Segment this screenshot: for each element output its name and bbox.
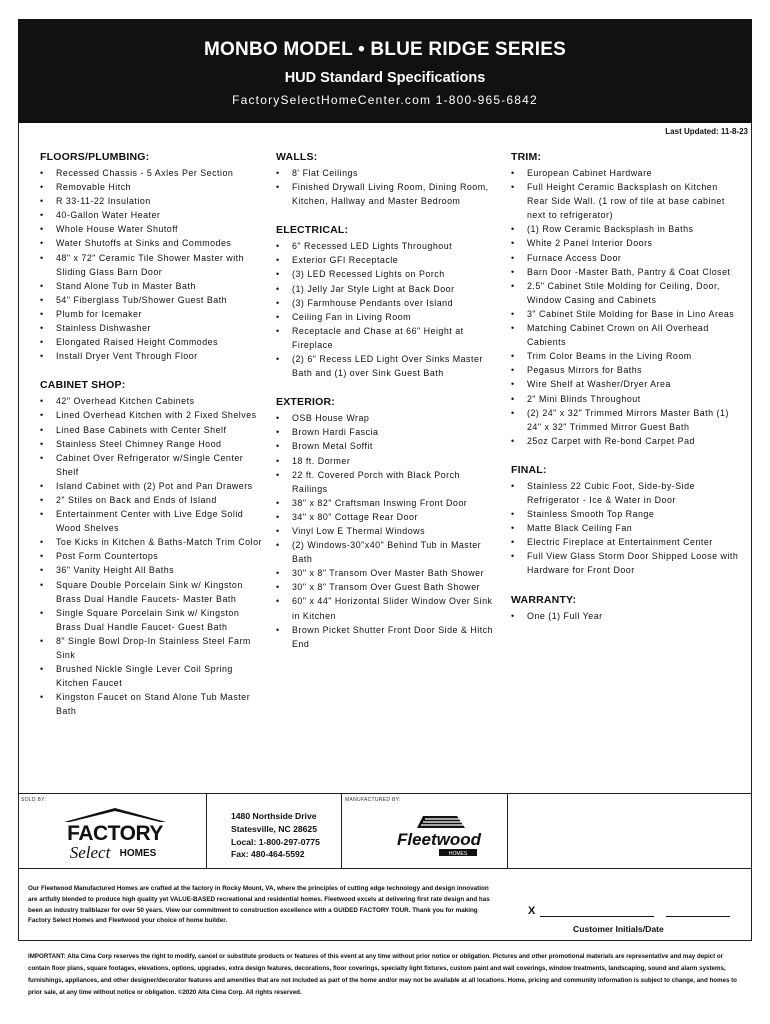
spec-item: • (3) LED Recessed Lights on Porch xyxy=(276,267,496,281)
spec-item: • 2.5" Cabinet Stile Molding for Ceiling, Door, Window Casing and Cabinets xyxy=(511,279,741,307)
spec-item: • Stainless Smooth Top Range xyxy=(511,507,741,521)
logo-fleetwood-sub: HOMES xyxy=(448,851,468,857)
document-subtitle: HUD Standard Specifications xyxy=(284,70,486,86)
spec-item: • Square Double Porcelain Sink w/ Kingston Brass Dual Handle Faucets- Master Bath xyxy=(40,578,265,606)
column-middle xyxy=(276,151,496,651)
spec-item: • 38" x 82" Craftsman Inswing Front Door xyxy=(276,496,496,510)
spec-item: • 18 ft. Dormer xyxy=(276,454,496,468)
walls-list xyxy=(276,166,496,208)
exterior-list xyxy=(276,411,496,651)
disclaimer xyxy=(28,951,744,999)
spec-item: • (1) Row Ceramic Backsplash in Baths xyxy=(511,222,741,236)
cabinet-list xyxy=(40,394,265,718)
spec-item: • Stainless Dishwasher xyxy=(40,321,265,335)
logo-select-text: Select xyxy=(69,843,111,862)
electrical-list xyxy=(276,239,496,380)
spec-item: • 42" Overhead Kitchen Cabinets xyxy=(40,394,265,408)
spec-item: • 8" Single Bowl Drop-In Stainless Steel Farm Sink xyxy=(40,634,265,662)
section-title-walls: WALLS: xyxy=(276,151,318,163)
trim-list xyxy=(511,166,741,448)
spec-item: • Install Dryer Vent Through Floor xyxy=(40,349,265,363)
signature-x: X xyxy=(528,905,536,917)
spec-item: • Removable Hitch xyxy=(40,180,265,194)
spec-item: • Pegasus Mirrors for Baths xyxy=(511,363,741,377)
spec-item: • Water Shutoffs at Sinks and Commodes xyxy=(40,236,265,250)
section-title-cabinet: CABINET SHOP: xyxy=(40,379,126,392)
fleetwood-logo xyxy=(395,812,485,860)
spec-item: • Furnace Access Door xyxy=(511,251,741,265)
spec-item: • (2) 24" x 32" Trimmed Mirrors Master Bath (1) 24" x 32" Trimmed Mirror Guest Bath xyxy=(511,406,741,434)
spec-item: • 25oz Carpet with Re-bond Carpet Pad xyxy=(511,434,741,448)
address-street: 1480 Northside Drive xyxy=(231,811,317,821)
spec-item: • Single Square Porcelain Sink w/ Kingston Brass Dual Handle Faucet- Guest Bath xyxy=(40,606,265,634)
spec-item: • 22 ft. Covered Porch with Black Porch Railings xyxy=(276,468,496,496)
spec-item: • Elongated Raised Height Commodes xyxy=(40,335,265,349)
spec-item: • R 33-11-22 Insulation xyxy=(40,194,265,208)
address-local-phone: Local: 1-800-297-0775 xyxy=(231,836,320,847)
spec-item: • Electric Fireplace at Entertainment Center xyxy=(511,535,741,549)
spec-item: • Post Form Countertops xyxy=(40,549,265,563)
spec-item: • 30" x 8" Transom Over Guest Bath Shower xyxy=(276,580,496,594)
column-left xyxy=(40,151,265,718)
spec-item: • Trim Color Beams in the Living Room xyxy=(511,349,741,363)
spec-item: • Stainless Steel Chimney Range Hood xyxy=(40,437,265,451)
spec-item: • Brushed Nickle Single Lever Coil Spring Kitchen Faucet xyxy=(40,662,265,690)
spec-item: • Recessed Chassis - 5 Axles Per Section xyxy=(40,166,265,180)
spec-item: • Ceiling Fan in Living Room xyxy=(276,310,496,324)
spec-item: • (3) Farmhouse Pendants over Island xyxy=(276,296,496,310)
spec-item: • Island Cabinet with (2) Pot and Pan Drawers xyxy=(40,479,265,493)
spec-item: • OSB House Wrap xyxy=(276,411,496,425)
spec-item: • Brown Metal Soffit xyxy=(276,439,496,453)
spec-item: • Kingston Faucet on Stand Alone Tub Master Bath xyxy=(40,690,265,718)
manufactured-by-label: MANUFACTURED BY: xyxy=(345,797,401,803)
spec-item: • Vinyl Low E Thermal Windows xyxy=(276,524,496,538)
spec-item: • Matte Black Ceiling Fan xyxy=(511,521,741,535)
spec-item: • (2) Windows-30"x40" Behind Tub in Master Bath xyxy=(276,538,496,566)
spec-item: • Finished Drywall Living Room, Dining Room, Kitchen, Hallway and Master Bedroom xyxy=(276,180,496,208)
spec-item: • Stainless 22 Cubic Foot, Side-by-Side Refrigerator - Ice & Water in Door xyxy=(511,479,741,507)
spec-item: • White 2 Panel Interior Doors xyxy=(511,236,741,250)
section-title-electrical: ELECTRICAL: xyxy=(276,224,349,237)
dealer-address xyxy=(231,810,320,861)
final-list xyxy=(511,479,741,578)
logo-fleetwood-text: Fleetwood xyxy=(396,830,482,849)
spec-item: • (2) 6" Recess LED Light Over Sinks Master Bath and (1) over Sink Guest Bath xyxy=(276,352,496,380)
contact-line: FactorySelectHomeCenter.com 1-800-965-6842 xyxy=(232,93,538,107)
divider-left xyxy=(206,793,207,868)
section-title-exterior: EXTERIOR: xyxy=(276,396,335,409)
spec-item: • 36" Vanity Height All Baths xyxy=(40,563,265,577)
spec-item: • Lined Base Cabinets with Center Shelf xyxy=(40,423,265,437)
spec-item: • 2" Mini Blinds Throughout xyxy=(511,392,741,406)
spec-item: • One (1) Full Year xyxy=(511,609,741,623)
header-banner xyxy=(18,19,752,123)
date-line[interactable] xyxy=(666,916,730,917)
section-title-trim: TRIM: xyxy=(511,151,542,163)
spec-item: • 48" x 72" Ceramic Tile Shower Master with Sliding Glass Barn Door xyxy=(40,251,265,279)
about-text: Our Fleetwood Manufactured Homes are crafted at the factory in Rocky Mount, VA, where the principles of cutting edge technology and design innovation are artfully blended to produce high quality yet VALUE-BASED recreational and residential homes. Fleetwood excels at delivering first rate design and has been an industry trailblazer for over 50 years. View our commitment to construction excellence with a GUIDED FACTORY TOUR. Thank you for making Factory Select Homes and Fleetwood your choice of home builder. xyxy=(28,885,490,925)
spec-item: • Brown Picket Shutter Front Door Side & Hitch End xyxy=(276,623,496,651)
spec-item: • (1) Jelly Jar Style Light at Back Door xyxy=(276,282,496,296)
spec-item: • Wire Shelf at Washer/Dryer Area xyxy=(511,377,741,391)
spec-item: • 2" Stiles on Back and Ends of Island xyxy=(40,493,265,507)
spec-item: • Cabinet Over Refrigerator w/Single Center Shelf xyxy=(40,451,265,479)
spec-item: • Full View Glass Storm Door Shipped Loose with Hardware for Front Door xyxy=(511,549,741,577)
signature-caption: Customer Initials/Date xyxy=(573,924,664,934)
spec-item: • Matching Cabinet Crown on All Overhead Cabients xyxy=(511,321,741,349)
document-title: MONBO MODEL • BLUE RIDGE SERIES xyxy=(204,39,566,60)
spec-item: • 30" x 8" Transom Over Master Bath Shower xyxy=(276,566,496,580)
address-city: Statesville, NC 28625 xyxy=(231,823,317,834)
spec-item: • Exterior GFI Receptacle xyxy=(276,253,496,267)
spec-item: • 3" Cabinet Stile Molding for Base in Lino Areas xyxy=(511,307,741,321)
spec-item: • 6" Recessed LED Lights Throughout xyxy=(276,239,496,253)
spec-item: • European Cabinet Hardware xyxy=(511,166,741,180)
section-title-final: FINAL: xyxy=(511,463,547,476)
spec-item: • Brown Hardi Fascia xyxy=(276,425,496,439)
disclaimer-lead: IMPORTANT: xyxy=(28,953,66,960)
spec-item: • 54" Fiberglass Tub/Shower Guest Bath xyxy=(40,293,265,307)
spec-item: • Toe Kicks in Kitchen & Baths-Match Trim Color xyxy=(40,535,265,549)
logo-factory-text: FACTORY xyxy=(67,822,163,845)
spec-item: • Stand Alone Tub in Master Bath xyxy=(40,279,265,293)
logo-homes-text: HOMES xyxy=(119,848,157,859)
disclaimer-text: Alta Cima Corp reserves the right to modify, cancel or substitute products or features of this event at any time without prior notice or obligation. Pictures and other promotional materials are representative and may depict or contain floor plans, square footages, elevations, options, upgrades, extra design features, decorations, floor coverings, specialty light fixtures, custom paint and wall coverings, window treatments, landscaping, sound and alarm systems, furnishings, appliances, and other designer/decorator features and amenities that are not included as part of the home and/or may not be available at all locations. Home, pricing and community information is subject to change, and homes to prior sale, at any time without notice or obligation. ©2020 Alta Cima Corp. All rights reserved. xyxy=(28,953,737,996)
warranty-list xyxy=(511,609,741,623)
sold-by-label: SOLD BY: xyxy=(21,797,47,803)
spec-item: • 8' Flat Ceilings xyxy=(276,166,496,180)
spec-item: • Full Height Ceramic Backsplash on Kitchen Rear Side Wall. (1 row of tile at base cabinet next to refrigerator) xyxy=(511,180,741,222)
spec-item: • Whole House Water Shutoff xyxy=(40,222,265,236)
spec-item: • 60" x 44" Horizontal Slider Window Over Sink in Kitchen xyxy=(276,594,496,622)
factory-select-homes-logo xyxy=(60,806,170,862)
section-title-warranty: WARRANTY: xyxy=(511,593,577,606)
initials-line[interactable] xyxy=(540,916,654,917)
section-title-floors: FLOORS/PLUMBING: xyxy=(40,151,150,163)
column-right xyxy=(511,151,741,623)
spec-item: • Plumb for Icemaker xyxy=(40,307,265,321)
spec-item: • 40-Gallon Water Heater xyxy=(40,208,265,222)
spec-item: • Entertainment Center with Live Edge Solid Wood Shelves xyxy=(40,507,265,535)
spec-item: • Lined Overhead Kitchen with 2 Fixed Shelves xyxy=(40,408,265,422)
floors-list xyxy=(40,166,265,363)
divider-right xyxy=(507,793,508,868)
spec-item: • Receptacle and Chase at 66" Height at Fireplace xyxy=(276,324,496,352)
spec-item: • 34" x 80" Cottage Rear Door xyxy=(276,510,496,524)
address-fax: Fax: 480-464-5592 xyxy=(231,849,305,860)
spec-item: • Barn Door -Master Bath, Pantry & Coat Closet xyxy=(511,265,741,279)
last-updated: Last Updated: 11-8-23 xyxy=(665,127,748,136)
divider-mid xyxy=(341,793,342,868)
